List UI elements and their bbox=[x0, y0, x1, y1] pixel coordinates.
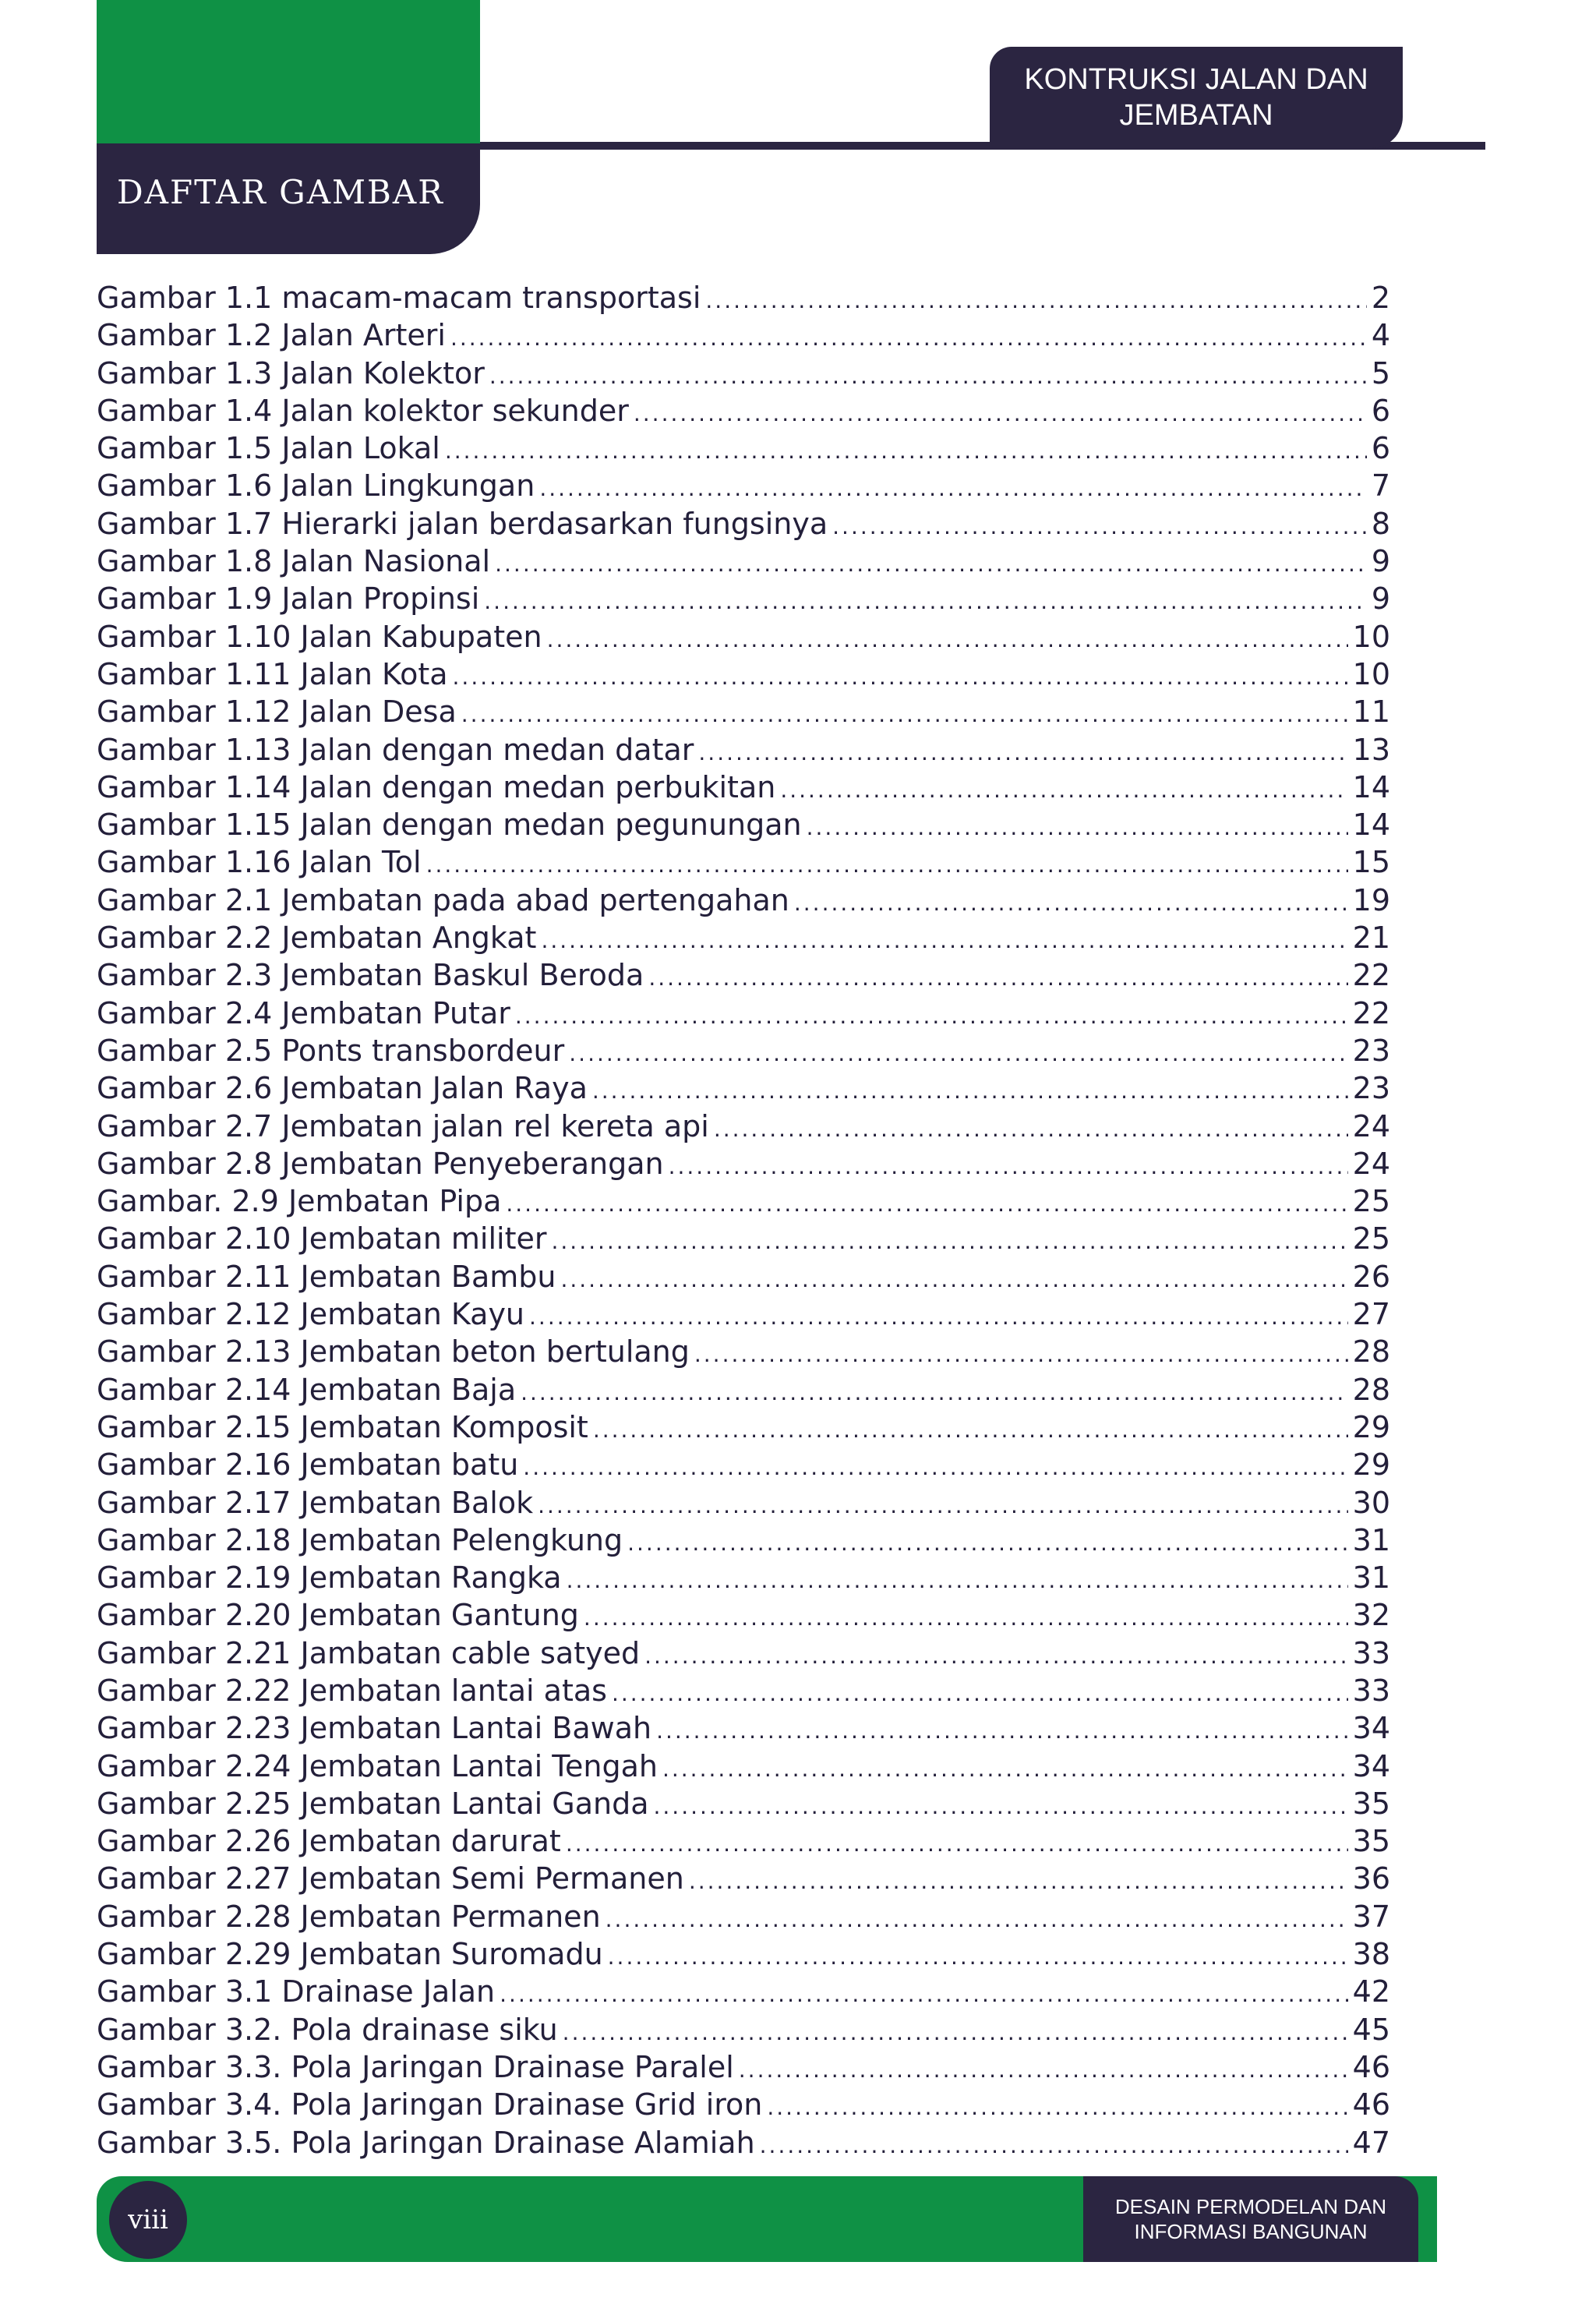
figure-list-item[interactable] bbox=[97, 1220, 1390, 1257]
dot-leader bbox=[627, 1525, 1348, 1562]
dot-leader bbox=[593, 1412, 1348, 1449]
dot-leader bbox=[541, 922, 1347, 960]
figure-list-item[interactable] bbox=[97, 1898, 1390, 1935]
figure-list-item[interactable] bbox=[97, 956, 1390, 994]
figure-list-item[interactable] bbox=[97, 580, 1390, 617]
figure-caption: Gambar 2.6 Jembatan Jalan Raya bbox=[97, 1071, 588, 1106]
figure-page-number: 24 bbox=[1352, 1146, 1390, 1181]
figure-caption: Gambar 1.1 macam-macam transportasi bbox=[97, 281, 701, 315]
header-green-block bbox=[97, 0, 480, 143]
figure-list-item[interactable] bbox=[97, 1973, 1390, 2010]
dot-leader bbox=[521, 1374, 1348, 1412]
figure-list-item[interactable] bbox=[97, 1108, 1390, 1145]
figure-page-number: 23 bbox=[1352, 1033, 1390, 1068]
figure-caption: Gambar 2.22 Jembatan lantai atas bbox=[97, 1673, 607, 1708]
figure-caption: Gambar 2.19 Jembatan Rangka bbox=[97, 1560, 562, 1596]
section-title: DAFTAR GAMBAR bbox=[117, 173, 444, 211]
dot-leader bbox=[484, 583, 1367, 620]
figure-caption: Gambar 2.10 Jembatan militer bbox=[97, 1221, 547, 1256]
dot-leader bbox=[739, 2052, 1348, 2089]
figure-list-item[interactable] bbox=[97, 1446, 1390, 1483]
figure-page-number: 2 bbox=[1371, 281, 1390, 315]
figure-caption: Gambar 1.14 Jalan dengan medan perbukitan bbox=[97, 769, 776, 804]
figure-list-item[interactable] bbox=[97, 505, 1390, 543]
figure-page-number: 27 bbox=[1352, 1297, 1390, 1332]
figure-caption: Gambar 2.13 Jembatan beton bertulang bbox=[97, 1334, 690, 1370]
figure-list-item[interactable] bbox=[97, 1822, 1390, 1860]
dot-leader bbox=[529, 1299, 1348, 1336]
figure-page-number: 4 bbox=[1371, 318, 1390, 353]
figure-page-number: 28 bbox=[1352, 1372, 1390, 1407]
figure-page-number: 9 bbox=[1371, 544, 1390, 579]
dot-leader bbox=[489, 358, 1367, 395]
figure-page-number: 13 bbox=[1352, 732, 1390, 767]
dot-leader bbox=[552, 1223, 1348, 1260]
footer-label bbox=[1083, 2176, 1418, 2262]
figure-page-number: 34 bbox=[1352, 1748, 1390, 1783]
figure-caption: Gambar 2.14 Jembatan Baja bbox=[97, 1372, 517, 1407]
figure-caption: Gambar 2.17 Jembatan Balok bbox=[97, 1485, 534, 1520]
book-title-line1: KONTRUKSI JALAN DAN bbox=[1024, 63, 1368, 96]
figure-caption: Gambar 2.16 Jembatan batu bbox=[97, 1447, 519, 1483]
figure-list-item[interactable] bbox=[97, 1559, 1390, 1596]
figure-page-number: 22 bbox=[1352, 995, 1390, 1030]
figure-page-number: 42 bbox=[1352, 1974, 1390, 2009]
figure-list-item[interactable] bbox=[97, 543, 1390, 580]
figure-page-number: 22 bbox=[1352, 958, 1390, 993]
dot-leader bbox=[612, 1675, 1348, 1712]
dot-leader bbox=[453, 659, 1348, 696]
dot-leader bbox=[634, 395, 1367, 433]
figure-list-item[interactable] bbox=[97, 1258, 1390, 1295]
figure-page-number: 10 bbox=[1352, 656, 1390, 691]
dot-leader bbox=[500, 1976, 1347, 2013]
dot-leader bbox=[426, 846, 1348, 884]
figure-page-number: 46 bbox=[1352, 2087, 1390, 2122]
figure-page-number: 30 bbox=[1352, 1485, 1390, 1520]
figure-page-number: 37 bbox=[1352, 1899, 1390, 1934]
dot-leader bbox=[714, 1111, 1348, 1148]
dot-leader bbox=[567, 1562, 1348, 1599]
figure-list-item[interactable] bbox=[97, 2011, 1390, 2048]
figure-caption: Gambar 1.9 Jalan Propinsi bbox=[97, 581, 480, 617]
dot-leader bbox=[592, 1073, 1348, 1110]
figure-caption: Gambar 1.4 Jalan kolektor sekunder bbox=[97, 393, 629, 428]
figure-caption: Gambar 3.5. Pola Jaringan Drainase Alamiah bbox=[97, 2125, 755, 2160]
figure-list-item[interactable] bbox=[97, 355, 1390, 392]
figure-caption: Gambar 3.4. Pola Jaringan Drainase Grid iron bbox=[97, 2087, 763, 2122]
figure-caption: Gambar 1.16 Jalan Tol bbox=[97, 845, 422, 880]
book-title-badge bbox=[990, 47, 1403, 148]
figure-page-number: 26 bbox=[1352, 1259, 1390, 1294]
figure-list-item[interactable] bbox=[97, 995, 1390, 1032]
figure-list-item[interactable] bbox=[97, 1785, 1390, 1822]
figure-list-item[interactable] bbox=[97, 1145, 1390, 1182]
figure-caption: Gambar 2.28 Jembatan Permanen bbox=[97, 1899, 601, 1934]
figure-caption: Gambar 2.8 Jembatan Penyeberangan bbox=[97, 1146, 664, 1181]
figure-page-number: 33 bbox=[1352, 1673, 1390, 1708]
dot-leader bbox=[689, 1863, 1348, 1900]
figure-page-number: 8 bbox=[1371, 506, 1390, 541]
figure-page-number: 47 bbox=[1352, 2125, 1390, 2160]
figure-list-item[interactable] bbox=[97, 1182, 1390, 1220]
figure-page-number: 25 bbox=[1352, 1221, 1390, 1256]
figure-page-number: 19 bbox=[1352, 882, 1390, 917]
dot-leader bbox=[656, 1712, 1348, 1750]
figure-list-item[interactable] bbox=[97, 316, 1390, 354]
dot-leader bbox=[450, 320, 1367, 357]
figure-page-number: 24 bbox=[1352, 1108, 1390, 1143]
dot-leader bbox=[662, 1751, 1348, 1788]
figure-list-item[interactable] bbox=[97, 392, 1390, 429]
figure-page-number: 29 bbox=[1352, 1409, 1390, 1444]
figure-list-item[interactable] bbox=[97, 919, 1390, 956]
figure-caption: Gambar 2.26 Jembatan darurat bbox=[97, 1824, 561, 1859]
figure-page-number: 15 bbox=[1352, 845, 1390, 880]
figure-page-number: 35 bbox=[1352, 1786, 1390, 1821]
figure-caption: Gambar 2.11 Jembatan Bambu bbox=[97, 1259, 556, 1294]
figure-page-number: 9 bbox=[1371, 581, 1390, 617]
figure-list-item[interactable] bbox=[97, 656, 1390, 693]
figure-page-number: 46 bbox=[1352, 2049, 1390, 2084]
figure-list-item[interactable] bbox=[97, 731, 1390, 769]
dot-leader bbox=[538, 1487, 1348, 1525]
dot-leader bbox=[780, 772, 1347, 809]
figure-page-number: 36 bbox=[1352, 1861, 1390, 1896]
figure-list-item[interactable] bbox=[97, 2048, 1390, 2086]
dot-leader bbox=[495, 546, 1367, 583]
figure-caption: Gambar 1.15 Jalan dengan medan pegunungan bbox=[97, 808, 802, 843]
figure-caption: Gambar. 2.9 Jembatan Pipa bbox=[97, 1184, 502, 1219]
dot-leader bbox=[606, 1901, 1348, 1939]
figure-page-number: 31 bbox=[1352, 1522, 1390, 1557]
figure-caption: Gambar 1.13 Jalan dengan medan datar bbox=[97, 732, 694, 767]
figure-caption: Gambar 3.1 Drainase Jalan bbox=[97, 1974, 496, 2009]
figure-list-item[interactable] bbox=[97, 2086, 1390, 2123]
dot-leader bbox=[523, 1449, 1347, 1486]
figure-caption: Gambar 1.8 Jalan Nasional bbox=[97, 544, 491, 579]
figure-list-item[interactable] bbox=[97, 279, 1390, 316]
figure-page-number: 33 bbox=[1352, 1635, 1390, 1670]
figure-list-item[interactable] bbox=[97, 693, 1390, 730]
figure-caption: Gambar 3.3. Pola Jaringan Drainase Paralel bbox=[97, 2049, 734, 2084]
dot-leader bbox=[760, 2127, 1348, 2165]
figure-caption: Gambar 1.10 Jalan Kabupaten bbox=[97, 619, 542, 654]
figure-list-item[interactable] bbox=[97, 618, 1390, 656]
figure-page-number: 6 bbox=[1371, 393, 1390, 428]
footer-line2: INFORMASI BANGUNAN bbox=[1134, 2220, 1368, 2243]
figure-list-item[interactable] bbox=[97, 1709, 1390, 1747]
dot-leader bbox=[698, 734, 1347, 772]
figure-list-item[interactable] bbox=[97, 1032, 1390, 1069]
figure-list-item[interactable] bbox=[97, 1069, 1390, 1107]
figure-page-number: 31 bbox=[1352, 1560, 1390, 1596]
figure-caption: Gambar 2.3 Jembatan Baskul Beroda bbox=[97, 958, 644, 993]
figure-caption: Gambar 2.2 Jembatan Angkat bbox=[97, 921, 537, 956]
dot-leader bbox=[563, 2014, 1348, 2052]
figure-page-number: 32 bbox=[1352, 1598, 1390, 1633]
dot-leader bbox=[832, 508, 1367, 546]
footer-line1: DESAIN PERMODELAN DAN bbox=[1114, 2195, 1387, 2218]
book-title-line2: JEMBATAN bbox=[1119, 99, 1273, 132]
figure-caption: Gambar 2.24 Jembatan Lantai Tengah bbox=[97, 1748, 658, 1783]
figure-list-item[interactable] bbox=[97, 429, 1390, 467]
figure-caption: Gambar 1.2 Jalan Arteri bbox=[97, 318, 446, 353]
figure-caption: Gambar 2.4 Jembatan Putar bbox=[97, 995, 510, 1030]
dot-leader bbox=[560, 1261, 1347, 1299]
dot-leader bbox=[648, 960, 1347, 997]
figure-caption: Gambar 3.2. Pola drainase siku bbox=[97, 2012, 558, 2047]
figure-caption: Gambar 2.1 Jembatan pada abad pertengahan bbox=[97, 882, 789, 917]
figure-list-item[interactable] bbox=[97, 1484, 1390, 1521]
dot-leader bbox=[807, 809, 1348, 846]
figure-list-item[interactable] bbox=[97, 467, 1390, 504]
figure-caption: Gambar 2.12 Jembatan Kayu bbox=[97, 1297, 525, 1332]
dot-leader bbox=[767, 2089, 1347, 2126]
figure-list-item[interactable] bbox=[97, 1596, 1390, 1634]
figure-caption: Gambar 2.27 Jembatan Semi Permanen bbox=[97, 1861, 684, 1896]
figure-page-number: 29 bbox=[1352, 1447, 1390, 1483]
figure-caption: Gambar 1.11 Jalan Kota bbox=[97, 656, 448, 691]
figure-caption: Gambar 2.29 Jembatan Suromadu bbox=[97, 1937, 603, 1972]
figure-caption: Gambar 1.6 Jalan Lingkungan bbox=[97, 468, 535, 504]
dot-leader bbox=[705, 282, 1366, 320]
figure-page-number: 21 bbox=[1352, 921, 1390, 956]
figure-list-item[interactable] bbox=[97, 1295, 1390, 1333]
figure-list-item[interactable] bbox=[97, 1333, 1390, 1370]
figure-page-number: 23 bbox=[1352, 1071, 1390, 1106]
figure-page-number: 28 bbox=[1352, 1334, 1390, 1370]
figure-page-number: 6 bbox=[1371, 431, 1390, 466]
figure-page-number: 25 bbox=[1352, 1184, 1390, 1219]
figure-list-item[interactable] bbox=[97, 1408, 1390, 1446]
figure-caption: Gambar 1.12 Jalan Desa bbox=[97, 694, 457, 730]
dot-leader bbox=[539, 470, 1367, 507]
figure-list bbox=[97, 279, 1390, 2161]
figure-caption: Gambar 2.5 Ponts transbordeur bbox=[97, 1033, 565, 1068]
figure-caption: Gambar 2.20 Jembatan Gantung bbox=[97, 1598, 579, 1633]
dot-leader bbox=[445, 433, 1367, 470]
figure-caption: Gambar 2.18 Jembatan Pelengkung bbox=[97, 1522, 623, 1557]
figure-list-item[interactable] bbox=[97, 1635, 1390, 1672]
figure-caption: Gambar 2.25 Jembatan Lantai Ganda bbox=[97, 1786, 649, 1821]
figure-page-number: 35 bbox=[1352, 1824, 1390, 1859]
figure-caption: Gambar 2.23 Jembatan Lantai Bawah bbox=[97, 1711, 652, 1746]
dot-leader bbox=[461, 696, 1348, 733]
dot-leader bbox=[654, 1788, 1348, 1825]
figure-page-number: 7 bbox=[1371, 468, 1390, 504]
figure-list-item[interactable] bbox=[97, 1748, 1390, 1785]
figure-page-number: 11 bbox=[1352, 694, 1390, 730]
dot-leader bbox=[515, 998, 1348, 1035]
figure-page-number: 10 bbox=[1352, 619, 1390, 654]
dot-leader bbox=[547, 621, 1348, 659]
figure-page-number: 14 bbox=[1352, 808, 1390, 843]
figure-list-item[interactable] bbox=[97, 2124, 1390, 2161]
dot-leader bbox=[669, 1148, 1348, 1186]
dot-leader bbox=[694, 1336, 1348, 1373]
figure-page-number: 5 bbox=[1371, 355, 1390, 391]
figure-list-item[interactable] bbox=[97, 882, 1390, 919]
figure-page-number: 45 bbox=[1352, 2012, 1390, 2047]
figure-caption: Gambar 2.7 Jembatan jalan rel kereta api bbox=[97, 1108, 709, 1143]
page-number: viii bbox=[109, 2181, 187, 2259]
figure-caption: Gambar 1.7 Hierarki jalan berdasarkan fungsinya bbox=[97, 506, 828, 541]
figure-caption: Gambar 2.15 Jembatan Komposit bbox=[97, 1409, 588, 1444]
figure-list-item[interactable] bbox=[97, 1521, 1390, 1559]
figure-caption: Gambar 2.21 Jambatan cable satyed bbox=[97, 1635, 641, 1670]
dot-leader bbox=[584, 1599, 1348, 1637]
figure-list-item[interactable] bbox=[97, 843, 1390, 881]
dot-leader bbox=[569, 1035, 1347, 1073]
dot-leader bbox=[608, 1939, 1348, 1976]
figure-list-item[interactable] bbox=[97, 1672, 1390, 1709]
figure-list-item[interactable] bbox=[97, 1935, 1390, 1973]
figure-page-number: 38 bbox=[1352, 1937, 1390, 1972]
dot-leader bbox=[566, 1825, 1348, 1863]
figure-list-item[interactable] bbox=[97, 806, 1390, 843]
figure-list-item[interactable] bbox=[97, 769, 1390, 806]
figure-page-number: 34 bbox=[1352, 1711, 1390, 1746]
dot-leader bbox=[644, 1638, 1348, 1675]
figure-caption: Gambar 1.5 Jalan Lokal bbox=[97, 431, 440, 466]
dot-leader bbox=[794, 885, 1348, 922]
figure-page-number: 14 bbox=[1352, 769, 1390, 804]
figure-list-item[interactable] bbox=[97, 1860, 1390, 1897]
dot-leader bbox=[506, 1186, 1347, 1223]
figure-caption: Gambar 1.3 Jalan Kolektor bbox=[97, 355, 485, 391]
figure-list-item[interactable] bbox=[97, 1371, 1390, 1408]
